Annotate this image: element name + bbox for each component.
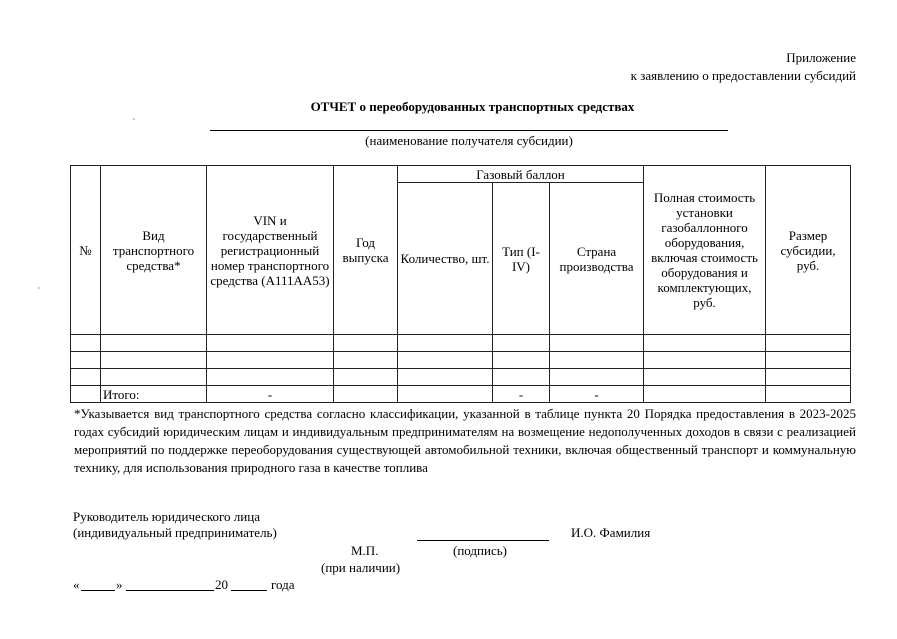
date-day-line: [81, 590, 115, 591]
table-header-row: [71, 166, 851, 183]
header-vehicle-type: Вид транспортного средства*: [101, 166, 207, 335]
recipient-name-line: [210, 130, 728, 131]
total-country-dash: -: [550, 386, 644, 403]
appendix-title: Приложение: [786, 50, 856, 65]
header-gas-cylinder: Газовый баллон: [398, 166, 644, 183]
seal-label: М.П.: [351, 543, 379, 558]
scan-speck: [38, 287, 40, 289]
date-year-suffix: года: [271, 577, 295, 592]
appendix-header: [560, 49, 856, 85]
date-open-quote: «: [73, 577, 80, 592]
total-type-dash: -: [493, 386, 550, 403]
table-row: [71, 352, 851, 369]
header-subsidy: Размер субсидии, руб.: [766, 166, 851, 335]
date-month-line: [126, 590, 214, 591]
scan-speck: [133, 118, 135, 120]
date-year-line: [231, 590, 267, 591]
total-vin-dash: -: [207, 386, 334, 403]
header-country: Страна производства: [550, 183, 644, 335]
header-year: Год выпуска: [334, 166, 398, 335]
table-row: [71, 335, 851, 352]
signature-line: [417, 540, 549, 541]
head-title-line2: (индивидуальный предприниматель): [73, 525, 277, 540]
header-full-cost: Полная стоимость установки газобаллонного оборудования, включая стоимость оборудования и комплектующих, руб.: [644, 166, 766, 335]
report-table: [70, 165, 851, 403]
date-close-quote: »: [116, 577, 123, 592]
header-num: №: [71, 166, 101, 335]
header-vin: VIN и государственный регистрационный номер транспортного средства (А111АА53): [207, 166, 334, 335]
header-quantity: Количество, шт.: [398, 183, 493, 335]
recipient-caption: (наименование получателя субсидии): [365, 133, 573, 148]
signature-caption: (подпись): [453, 543, 507, 558]
total-label: Итого:: [101, 386, 207, 403]
seal-note: (при наличии): [321, 560, 401, 575]
footnote: *Указывается вид транспортного средства согласно классификации, указанной в таблице пункта 20 Порядка предоставления в 2023-2025 годах субсидий юридическим лицам и индивидуальным предпринимателям на возмещение недополученных доходов в связи с реализацией мероприятий по поддержке переоборудования существующей автомобильной техники, включая общественный транспорт и коммунальную технику, для использования природного газа в качестве топлива: [74, 406, 856, 475]
head-title-line1: Руководитель юридического лица: [73, 509, 260, 524]
table-total-row: [71, 386, 851, 403]
appendix-subtitle: к заявлению о предоставлении субсидий: [630, 68, 856, 83]
date-year-prefix: 20: [215, 577, 228, 592]
page-title: ОТЧЕТ о переоборудованных транспортных средствах: [310, 99, 635, 114]
header-cylinder-type: Тип (I-IV): [493, 183, 550, 335]
signer-name: И.О. Фамилия: [571, 525, 651, 540]
table-row: [71, 369, 851, 386]
